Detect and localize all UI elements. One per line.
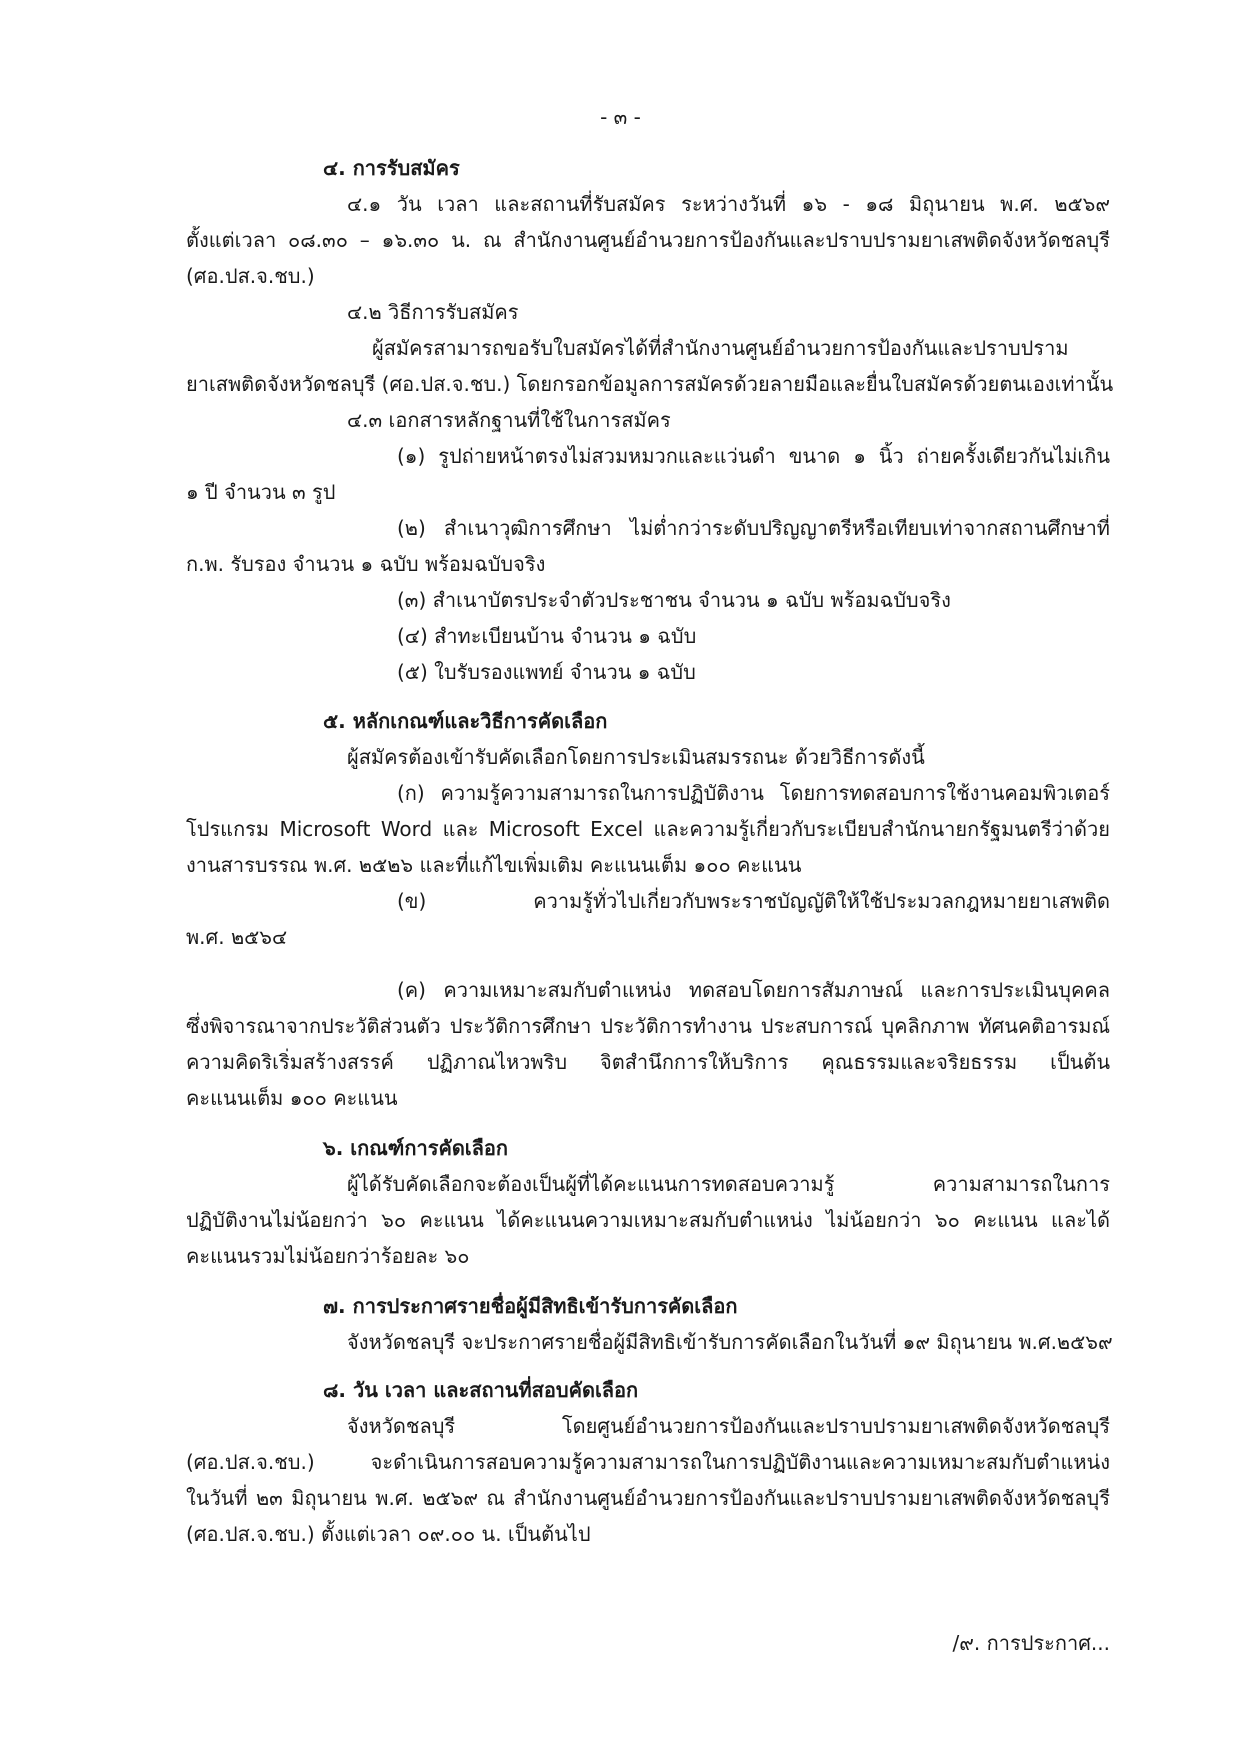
paragraph-line: จังหวัดชลบุรี จะประกาศรายชื่อผู้มีสิทธิเข้ารับการคัดเลือกในวันที่ ๑๙ มิถุนายน พ.ศ.๒๕๖๙ [347,1330,1113,1354]
section-4-heading: ๔. การรับสมัคร [323,156,460,180]
list-item: (๓) สำเนาบัตรประจำตัวประชาชน จำนวน ๑ ฉบับ พร้อมฉบับจริง [397,588,951,612]
paragraph-line: โปรแกรม Microsoft Word และ Microsoft Excel และความรู้เกี่ยวกับระเบียบสำนักนายกรัฐมนตรีว่าด้วย [186,817,1110,841]
paragraph-line: (ศอ.ปส.จ.ชบ.) จะดำเนินการสอบความรู้ความสามารถในการปฏิบัติงานและความเหมาะสมกับตำแหน่ง [186,1450,1110,1474]
paragraph-line: ซึ่งพิจารณาจากประวัติส่วนตัว ประวัติการศึกษา ประวัติการทำงาน ประสบการณ์ บุคลิกภาพ ทัศนคติอารมณ์ [186,1014,1110,1038]
section-8-heading: ๘. วัน เวลา และสถานที่สอบคัดเลือก [323,1378,639,1402]
paragraph-line: ผู้ได้รับคัดเลือกจะต้องเป็นผู้ที่ได้คะแนนการทดสอบความรู้ ความสามารถในการ [347,1172,1110,1196]
paragraph-line: ในวันที่ ๒๓ มิถุนายน พ.ศ. ๒๕๖๙ ณ สำนักงานศูนย์อำนวยการป้องกันและปราบปรามยาเสพติดจังหวัดชลบุรี [186,1486,1110,1510]
section-6-heading: ๖. เกณฑ์การคัดเลือก [323,1136,509,1160]
section-5-heading: ๕. หลักเกณฑ์และวิธีการคัดเลือก [323,709,608,733]
subsection-4-3: ๔.๓ เอกสารหลักฐานที่ใช้ในการสมัคร [347,408,671,432]
list-item: (๔) สำทะเบียนบ้าน จำนวน ๑ ฉบับ [397,624,697,648]
page-number: - ๓ - [600,105,641,129]
list-item: (ข) ความรู้ทั่วไปเกี่ยวกับพระราชบัญญัติให้ใช้ประมวลกฎหมายยาเสพติด [397,889,1110,913]
continuation-note: /๙. การประกาศ... [952,1631,1110,1655]
paragraph-line: ตั้งแต่เวลา ๐๘.๓๐ – ๑๖.๓๐ น. ณ สำนักงานศูนย์อำนวยการป้องกันและปราบปรามยาเสพติดจังหวัดชลบุรี [186,228,1110,252]
list-item: (๕) ใบรับรองแพทย์ จำนวน ๑ ฉบับ [397,660,696,684]
subsection-4-2: ๔.๒ วิธีการรับสมัคร [347,300,519,324]
paragraph-line: ๔.๑ วัน เวลา และสถานที่รับสมัคร ระหว่างวันที่ ๑๖ - ๑๘ มิถุนายน พ.ศ. ๒๕๖๙ [347,192,1110,216]
paragraph-line: คะแนนเต็ม ๑๐๐ คะแนน [186,1086,398,1110]
paragraph-line: คะแนนรวมไม่น้อยกว่าร้อยละ ๖๐ [186,1244,470,1268]
list-item-cont: ๑ ปี จำนวน ๓ รูป [186,480,336,504]
paragraph-line: ผู้สมัครสามารถขอรับใบสมัครได้ที่สำนักงานศูนย์อำนวยการป้องกันและปราบปราม [372,336,1069,360]
list-item-cont: พ.ศ. ๒๕๖๔ [186,925,288,949]
paragraph-line: ปฏิบัติงานไม่น้อยกว่า ๖๐ คะแนน ได้คะแนนความเหมาะสมกับตำแหน่ง ไม่น้อยกว่า ๖๐ คะแนน และได้ [186,1208,1110,1232]
paragraph-line: ยาเสพติดจังหวัดชลบุรี (ศอ.ปส.จ.ชบ.) โดยกรอกข้อมูลการสมัครด้วยลายมือและยื่นใบสมัครด้วยตนเองเท่านั้น [186,372,1114,396]
list-item: (๒) สำเนาวุฒิการศึกษา ไม่ต่ำกว่าระดับปริญญาตรีหรือเทียบเท่าจากสถานศึกษาที่ [397,516,1110,540]
paragraph-line: (ศอ.ปส.จ.ชบ.) [186,264,315,288]
paragraph-line: ผู้สมัครต้องเข้ารับคัดเลือกโดยการประเมินสมรรถนะ ด้วยวิธีการดังนี้ [347,745,925,769]
list-item-cont: ก.พ. รับรอง จำนวน ๑ ฉบับ พร้อมฉบับจริง [186,552,546,576]
list-item: (ค) ความเหมาะสมกับตำแหน่ง ทดสอบโดยการสัมภาษณ์ และการประเมินบุคคล [397,978,1110,1002]
paragraph-line: ความคิดริเริ่มสร้างสรรค์ ปฏิภาณไหวพริบ จิตสำนึกการให้บริการ คุณธรรมและจริยธรรม เป็นต้น [186,1050,1110,1074]
list-item: (ก) ความรู้ความสามารถในการปฏิบัติงาน โดยการทดสอบการใช้งานคอมพิวเตอร์ [397,781,1110,805]
paragraph-line: (ศอ.ปส.จ.ชบ.) ตั้งแต่เวลา ๐๙.๐๐ น. เป็นต้นไป [186,1522,591,1546]
paragraph-line: งานสารบรรณ พ.ศ. ๒๕๒๖ และที่แก้ไขเพิ่มเติม คะแนนเต็ม ๑๐๐ คะแนน [186,853,802,877]
list-item: (๑) รูปถ่ายหน้าตรงไม่สวมหมวกและแว่นดำ ขนาด ๑ นิ้ว ถ่ายครั้งเดียวกันไม่เกิน [397,444,1110,468]
section-7-heading: ๗. การประกาศรายชื่อผู้มีสิทธิเข้ารับการคัดเลือก [323,1294,738,1318]
paragraph-line: จังหวัดชลบุรี โดยศูนย์อำนวยการป้องกันและปราบปรามยาเสพติดจังหวัดชลบุรี [347,1414,1110,1438]
